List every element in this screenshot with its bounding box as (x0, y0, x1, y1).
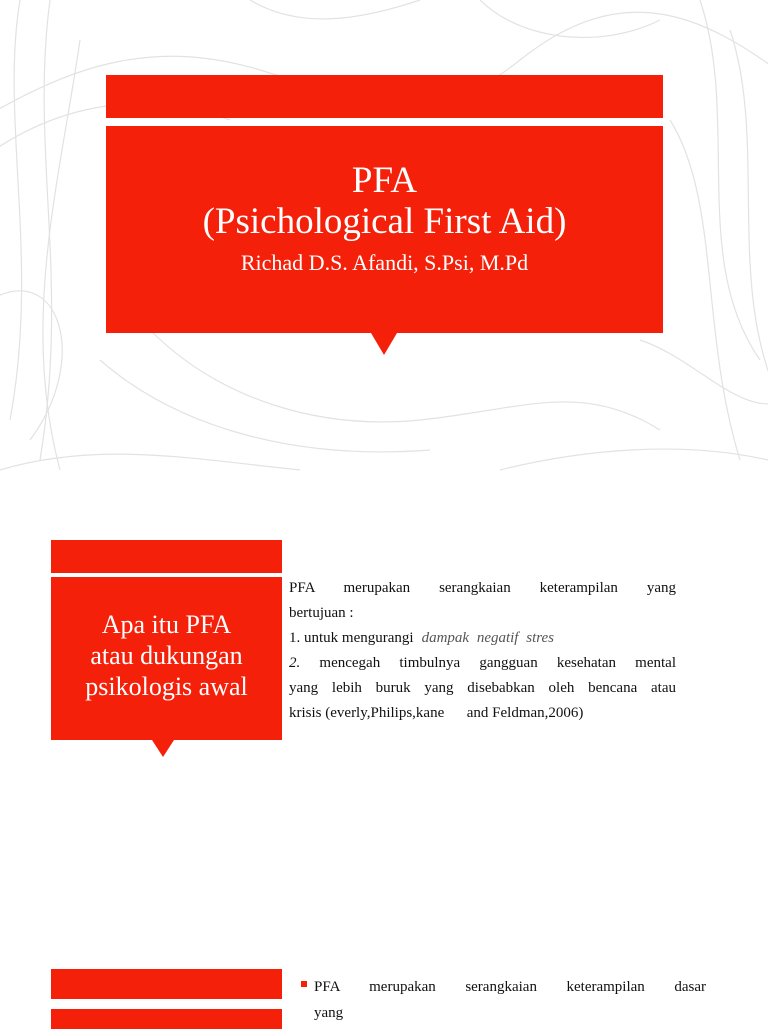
paragraph-line: PFA merupakan serangkaian keterampilan yang (289, 580, 676, 596)
item-prefix: 1. untuk mengurangi (289, 630, 414, 646)
paragraph-line: bertujuan : (289, 605, 354, 621)
title-slide (0, 0, 768, 470)
title-box (106, 126, 663, 333)
box-title-line-3: psikologis awal (85, 672, 248, 701)
box-title (51, 609, 282, 702)
paragraph-line: krisis (everly,Philips,kane and Feldman,2006) (289, 705, 584, 721)
definition-slide (0, 470, 768, 860)
callout-pointer (152, 740, 174, 757)
third-slide (0, 860, 768, 1024)
callout-pointer (371, 333, 397, 355)
definition-text (289, 576, 676, 726)
heading-box (51, 1009, 282, 1029)
paragraph-line: PFA merupakan serangkaian keterampilan dasar (314, 979, 706, 995)
heading-box (51, 577, 282, 740)
list-item-1 (289, 626, 676, 651)
bullet-text (314, 974, 706, 1026)
title-line-2: (Psichological First Aid) (202, 201, 567, 242)
author-subtitle: Richad D.S. Afandi, S.Psi, M.Pd (240, 250, 529, 275)
title-line-1: PFA (351, 160, 418, 201)
header-band (106, 75, 663, 118)
header-band (51, 540, 282, 573)
paragraph-line: yang lebih buruk yang disebabkan oleh bencana atau (289, 680, 676, 696)
header-band (51, 969, 282, 999)
box-title-line-2: atau dukungan (90, 641, 243, 670)
item-emphasis: dampak negatif stres (421, 630, 555, 646)
box-title-line-1: Apa itu PFA (101, 610, 232, 639)
paragraph-line: yang (314, 1005, 344, 1021)
list-item-2 (289, 651, 676, 676)
item-text: mencegah timbulnya gangguan kesehatan mental (300, 655, 676, 671)
item-number: 2. (289, 655, 301, 671)
bullet-square-icon (301, 981, 307, 987)
slide-title (106, 160, 663, 242)
